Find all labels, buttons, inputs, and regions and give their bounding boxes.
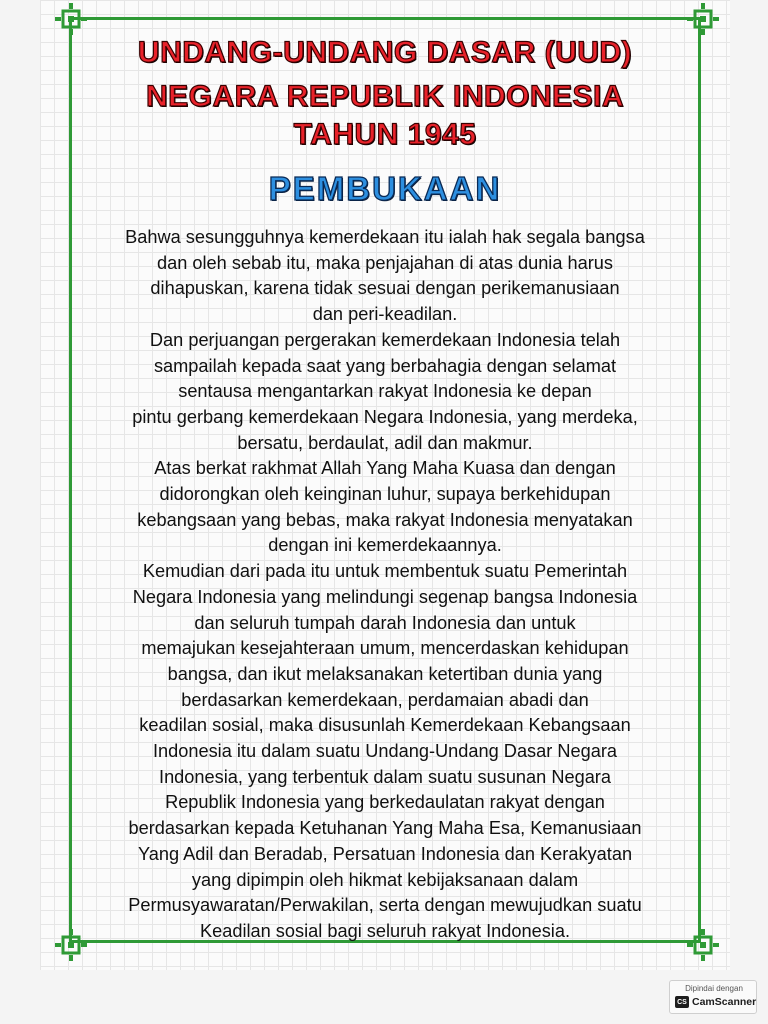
text-line: keadilan sosial, maka disusunlah Kemerdekaan Kebangsaan [139,715,631,736]
title-line-1: UNDANG-UNDANG DASAR (UUD) [137,36,633,69]
text-line: dihapuskan, karena tidak sesuai dengan perikemanusiaan [150,278,620,299]
text-line: memajukan kesejahteraan umum, mencerdaskan kehidupan [141,638,629,659]
text-line: Keadilan sosial bagi seluruh rakyat Indonesia. [199,920,571,941]
text-line: yang dipimpin oleh hikmat kebijaksanaan dalam [191,869,579,890]
text-line: sentausa mengantarkan rakyat Indonesia ke depan [178,381,592,402]
text-line: Dan perjuangan pergerakan kemerdekaan Indonesia telah [149,329,621,350]
text-line: kebangsaan yang bebas, maka rakyat Indonesia menyatakan [137,509,633,530]
text-line: dengan ini kemerdekaannya. [268,535,502,556]
text-line: Negara Indonesia yang melindungi segenap bangsa Indonesia [132,586,638,607]
text-line: dan peri-keadilan. [312,304,458,325]
text-line: Permusyawaratan/Perwakilan, serta dengan mewujudkan suatu [128,895,642,916]
camscanner-logo-icon: CS [675,996,689,1008]
title-line-2: NEGARA REPUBLIK INDONESIA [145,80,625,113]
preamble-text [88,225,682,945]
corner-ornament-icon [686,2,720,36]
watermark-caption: Dipindai dengan [685,984,743,993]
corner-ornament-icon [686,928,720,962]
corner-ornament-icon [54,2,88,36]
text-line: sampailah kepada saat yang berbahagia dengan selamat [153,355,617,376]
text-line: didorongkan oleh keinginan luhur, supaya berkehidupan [159,484,611,505]
title-line-3: TAHUN 1945 [293,118,477,151]
text-line: bersatu, berdaulat, adil dan makmur. [237,432,533,453]
text-line: pintu gerbang kemerdekaan Negara Indonesia, yang merdeka, [132,406,638,427]
text-line: Bahwa sesungguhnya kemerdekaan itu ialah hak segala bangsa [125,227,645,247]
text-line: Indonesia, yang terbentuk dalam suatu susunan Negara [159,766,611,787]
text-line: Yang Adil dan Beradab, Persatuan Indonesia dan Kerakyatan [137,843,633,864]
text-line: berdasarkan kepada Ketuhanan Yang Maha Esa, Kemanusiaan [128,818,642,839]
camscanner-watermark [669,980,757,1014]
text-line: Atas berkat rakhmat Allah Yang Maha Kuasa dan dengan [154,458,616,479]
watermark-brand: CamScanner [692,996,757,1008]
text-line: berdasarkan kemerdekaan, perdamaian abadi dan [181,689,589,710]
text-line: bangsa, dan ikut melaksanakan ketertiban dunia yang [167,663,603,684]
text-line: Kemudian dari pada itu untuk membentuk suatu Pemerintah [142,561,628,582]
text-line: Republik Indonesia yang berkedaulatan rakyat dengan [165,792,605,813]
corner-ornament-icon [54,928,88,962]
text-line: dan oleh sebab itu, maka penjajahan di atas dunia harus [156,252,614,273]
text-line: dan seluruh tumpah darah Indonesia dan untuk [194,612,576,633]
subtitle-pembukaan: PEMBUKAAN [268,170,502,207]
text-line: Indonesia itu dalam suatu Undang-Undang Dasar Negara [152,741,618,762]
